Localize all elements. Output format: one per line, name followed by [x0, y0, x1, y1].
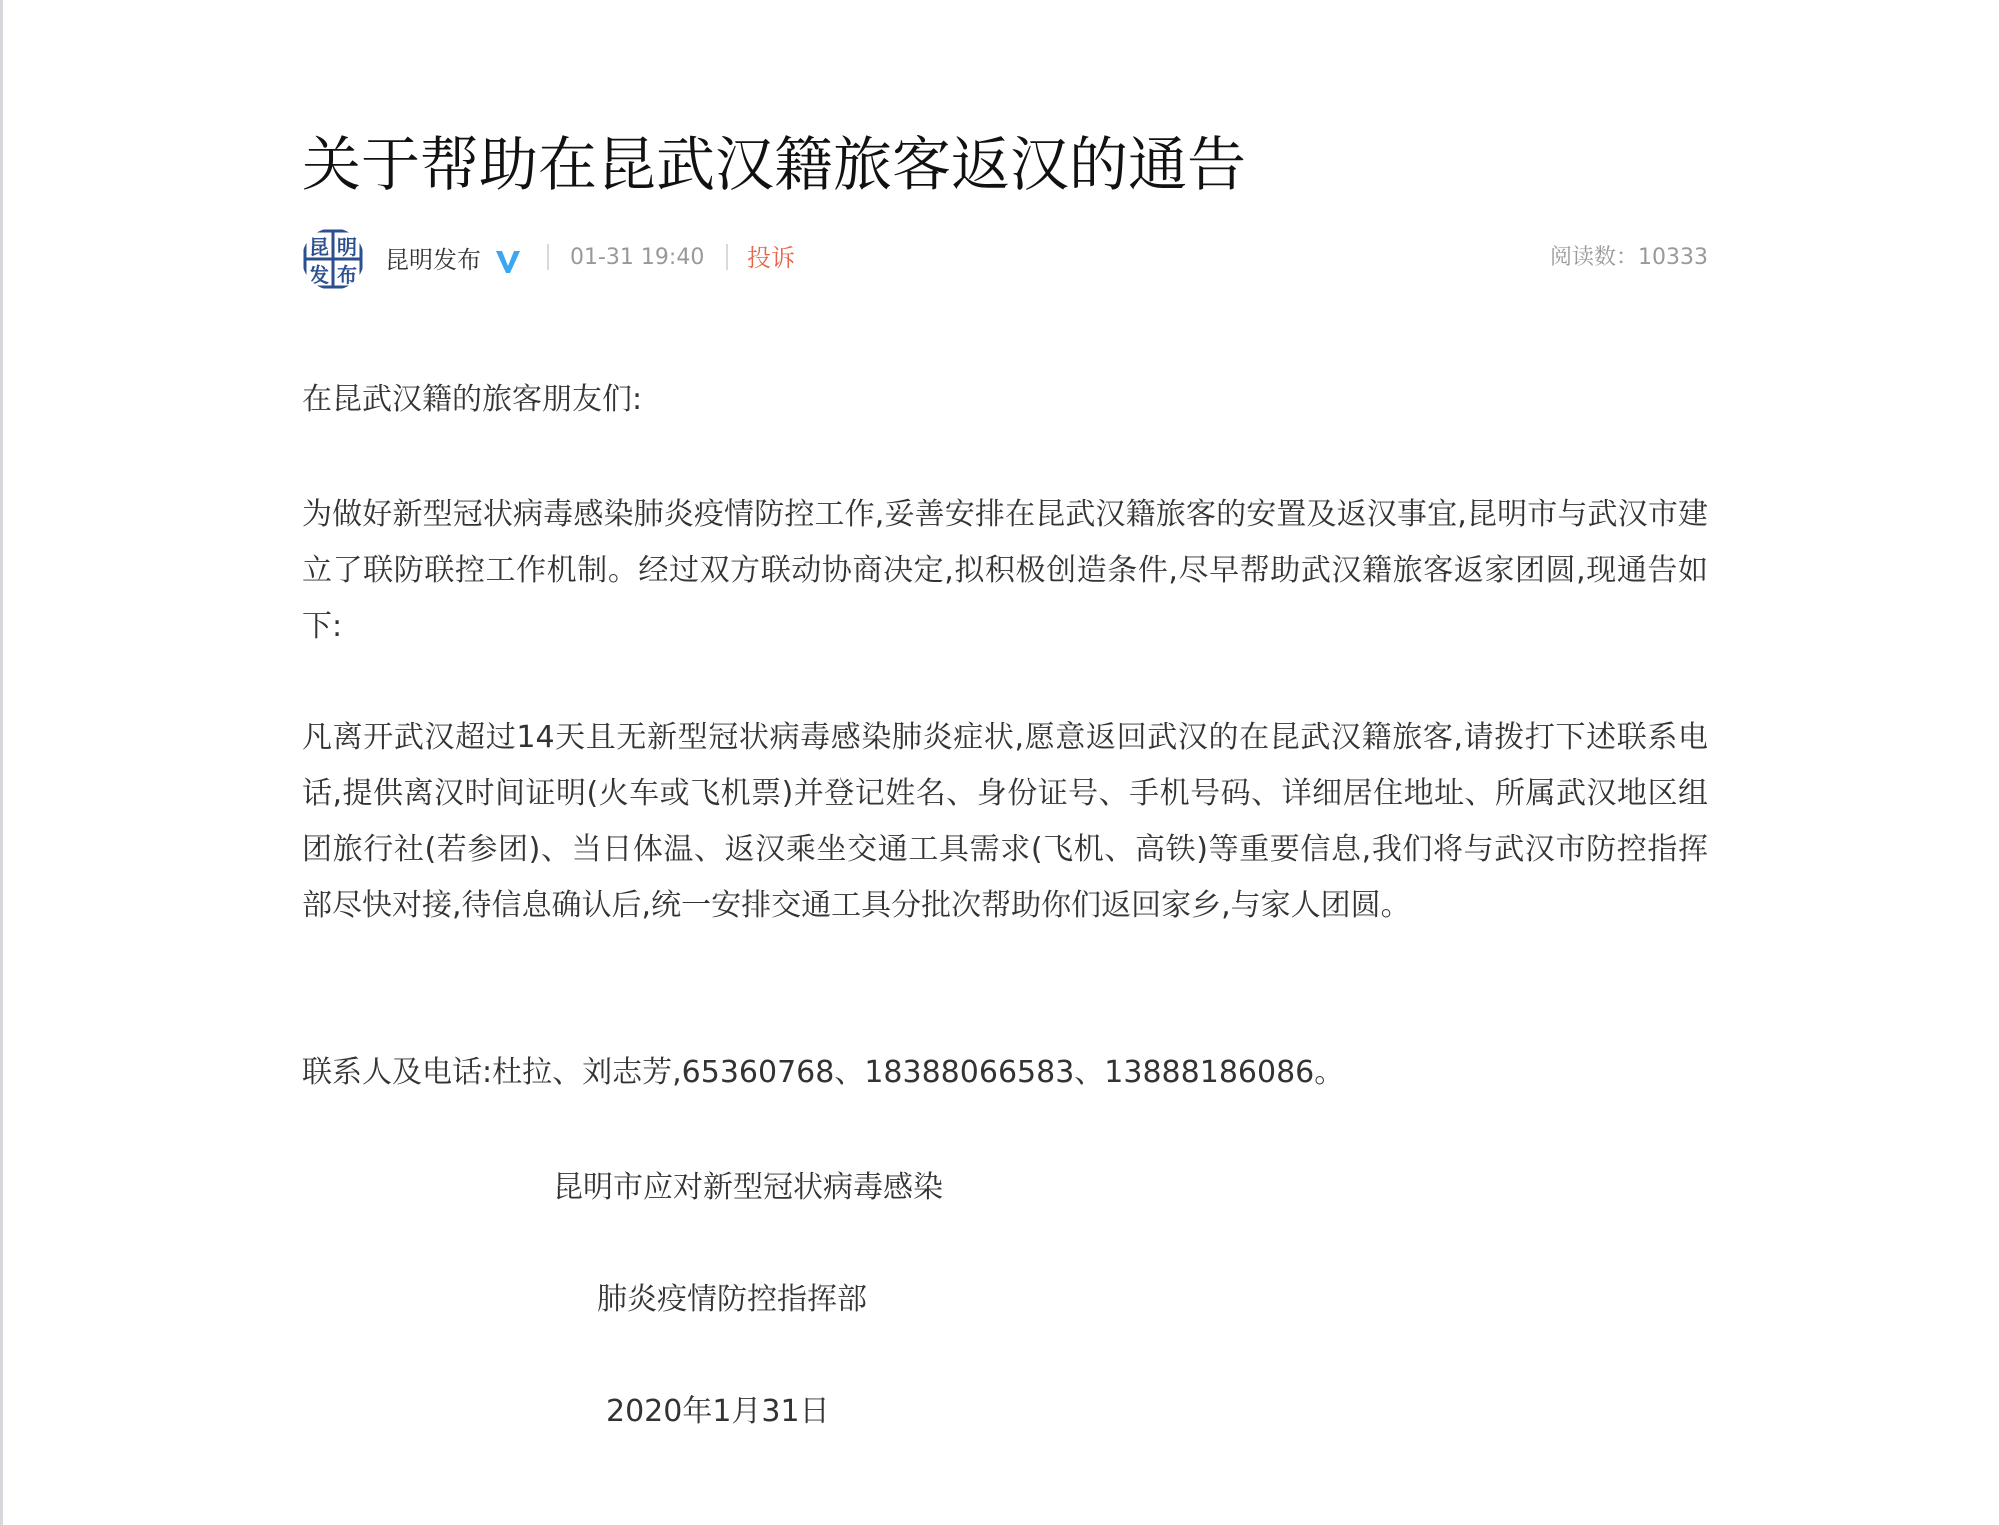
window-left-border — [0, 0, 3, 1525]
signature-line-1: 昆明市应对新型冠状病毒感染 — [553, 1170, 943, 1205]
avatar-glyph-kun: 昆 — [309, 235, 329, 259]
article-title: 关于帮助在昆武汉籍旅客返汉的通告 — [302, 130, 1247, 199]
contact-paragraph: 联系人及电话:杜拉、刘志芳,65360768、18388066583、13888186086。 — [302, 1055, 1345, 1090]
main-paragraph: 凡离开武汉超过14天且无新型冠状病毒感染肺炎症状,愿意返回武汉的在昆武汉籍旅客,请拨打下述联系电话,提供离汉时间证明(火车或飞机票)并登记姓名、身份证号、手机号码、详细居住地址、所属武汉地区组团旅行社(若参团)、当日体温、返汉乘坐交通工具需求(飞机、高铁)等重要信息,我们将与武汉市防控指挥部尽快对接,待信息确认后,统一安排交通工具分批次帮助你们返回家乡,与家人团圆。 — [302, 720, 1708, 923]
publish-time: 01-31 19:40 — [570, 245, 705, 270]
avatar-glyph-fa: 发 — [309, 263, 329, 287]
signature-line-2: 肺炎疫情防控指挥部 — [597, 1282, 867, 1317]
intro-paragraph: 为做好新型冠状病毒感染肺炎疫情防控工作,妥善安排在昆武汉籍旅客的安置及返汉事宜,昆明市与武汉市建立了联防联控工作机制。经过双方联动协商决定,拟积极创造条件,尽早帮助武汉籍旅客返家团圆,现通告如下: — [302, 497, 1708, 644]
complain-link[interactable]: 投诉 — [747, 244, 795, 272]
kunming-fabu-logo-icon[interactable] — [302, 228, 364, 290]
avatar-glyph-bu: 布 — [337, 263, 357, 287]
author-name-link[interactable]: 昆明发布 — [385, 246, 481, 274]
read-count: 阅读数：10333 — [1550, 245, 1708, 270]
meta-divider — [547, 244, 549, 270]
article-meta-bar — [302, 228, 1708, 290]
meta-divider — [726, 244, 728, 270]
signature-date: 2020年1月31日 — [606, 1394, 830, 1429]
greeting-paragraph: 在昆武汉籍的旅客朋友们: — [302, 382, 643, 417]
verified-v-icon — [493, 246, 523, 276]
avatar-glyph-ming: 明 — [337, 235, 357, 259]
